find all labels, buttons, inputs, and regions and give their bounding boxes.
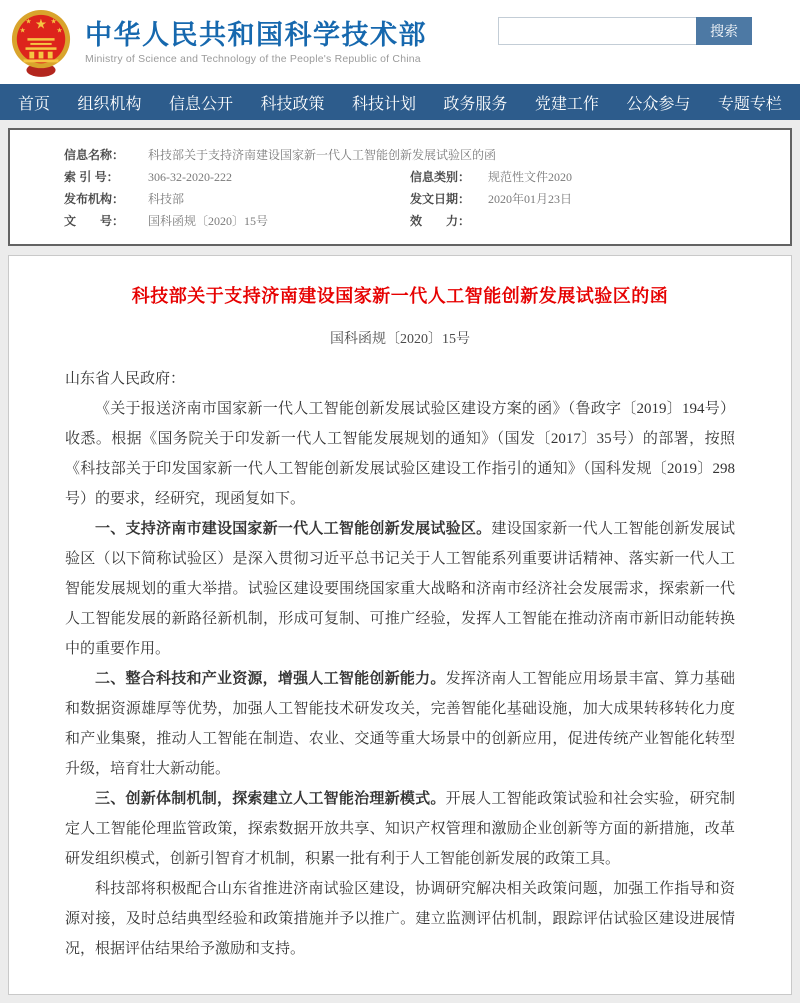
paragraph-text: 科技部将积极配合山东省推进济南试验区建设，协调研究解决相关政策问题，加强工作指导和资源对接，及时总结典型经验和政策措施并予以推广。建立监测评估机制，跟踪评估试验区建设进展情况，根据评估结果给予激励和支持。 (65, 881, 735, 957)
paragraph-salutation (65, 364, 735, 394)
meta-row-index-category (64, 166, 790, 188)
svg-text:★: ★ (19, 27, 26, 35)
meta-row-docno-validity (64, 210, 790, 232)
nav-item-special-topics[interactable]: 专题专栏 (717, 95, 782, 113)
paragraph-lead: 一、支持济南市建设国家新一代人工智能创新发展试验区。 (95, 521, 492, 537)
svg-text:★: ★ (25, 18, 32, 26)
issuing-agency-label: 发布机构： (64, 192, 125, 206)
info-category-label: 信息类别： (410, 170, 471, 184)
brand-text (85, 20, 427, 65)
site-title: 中华人民共和国科学技术部 (85, 19, 427, 50)
paragraph-text: 发挥济南人工智能应用场景丰富、算力基础和数据资源雄厚等优势，加强人工智能技术研发攻关，完善智能化基础设施，加大成果转移转化力度和产业集聚，推动人工智能在制造、农业、交通等重大场景中的创新应用，促进传统产业智能化转型升级，培育壮大新动能。 (65, 671, 735, 777)
issuing-agency-value: 科技部 (148, 192, 185, 206)
meta-row-agency-date (64, 188, 790, 210)
paragraph-item-2 (65, 664, 735, 784)
nav-item-info-disclosure[interactable]: 信息公开 (168, 95, 233, 113)
nav-item-sci-tech-policy[interactable]: 科技政策 (260, 95, 325, 113)
issue-date-value: 2020年01月23日 (488, 192, 573, 206)
svg-text:★: ★ (34, 16, 48, 32)
doc-number-label: 文 号： (64, 214, 125, 228)
search-button[interactable]: 搜索 (696, 17, 752, 45)
info-name-label: 信息名称： (64, 148, 125, 162)
site-subtitle: Ministry of Science and Technology of the People's Republic of China (85, 52, 421, 65)
paragraph-text: 建设国家新一代人工智能创新发展试验区（以下简称试验区）是深入贯彻习近平总书记关于人工智能系列重要讲话精神、落实新一代人工智能发展规划的重大举措。试验区建设要围绕国家重大战略和济南市经济社会发展需求，探索新一代人工智能发展的新路径新机制，形成可复制、可推广经验，发挥人工智能在推动济南市新旧动能转换中的重要作用。 (65, 521, 735, 657)
validity-value (488, 210, 790, 232)
nav-item-sci-tech-programs[interactable]: 科技计划 (351, 95, 416, 113)
paragraph-text: 开展人工智能政策试验和社会实验，研究制定人工智能伦理监管政策，探索数据开放共享、知识产权管理和激励企业创新等方面的新措施，改革研发组织模式，创新引智育才机制，积累一批有利于人工智能创新发展的政策工具。 (65, 791, 735, 867)
search-input[interactable] (498, 17, 696, 45)
paragraph-text: 山东省人民政府： (65, 371, 186, 387)
nav-item-gov-services[interactable]: 政务服务 (443, 95, 508, 113)
document-number: 国科函规〔2020〕15号 (330, 332, 470, 347)
svg-text:★: ★ (56, 27, 63, 35)
nav-item-public-participation[interactable]: 公众参与 (626, 95, 691, 113)
paragraph-item-3 (65, 784, 735, 874)
document-info-box (8, 128, 792, 246)
paragraph-lead: 三、创新体制机制，探索建立人工智能治理新模式。 (95, 791, 446, 807)
svg-text:★: ★ (50, 18, 57, 26)
validity-label: 效 力： (410, 214, 471, 228)
paragraph-text: 《关于报送济南市国家新一代人工智能创新发展试验区建设方案的函》（鲁政字〔2019〕194号）收悉。根据《国务院关于印发新一代人工智能发展规划的通知》（国发〔2017〕35号）的部署，按照《科技部关于印发国家新一代人工智能创新发展试验区建设工作指引的通知》（国科发规〔2019〕298号）的要求，经研究，现函复如下。 (65, 401, 735, 507)
nav-item-party-building[interactable]: 党建工作 (534, 95, 599, 113)
index-number-label: 索 引 号： (64, 170, 119, 184)
national-emblem-icon (10, 6, 72, 78)
paragraph-closing (65, 874, 735, 964)
page-content (0, 120, 800, 1003)
document-body (8, 255, 792, 995)
issue-date-label: 发文日期： (410, 192, 471, 206)
paragraph-item-1 (65, 514, 735, 664)
main-nav (0, 84, 800, 120)
info-name-value: 科技部关于支持济南建设国家新一代人工智能创新发展试验区的函 (148, 148, 497, 162)
doc-number-value: 国科函规〔2020〕15号 (148, 214, 269, 228)
nav-item-organization[interactable]: 组织机构 (77, 95, 142, 113)
document-title: 科技部关于支持济南建设国家新一代人工智能创新发展试验区的函 (131, 286, 669, 306)
info-category-value: 规范性文件2020 (488, 170, 573, 184)
paragraph-intro (65, 394, 735, 514)
paragraph-lead: 二、整合科技和产业资源，增强人工智能创新能力。 (95, 671, 446, 687)
site-header (0, 0, 800, 84)
index-number-value: 306-32-2020-222 (148, 170, 232, 184)
meta-row-name (64, 144, 790, 166)
brand (0, 6, 427, 78)
nav-item-home[interactable]: 首页 (18, 95, 51, 113)
search-bar (498, 17, 752, 45)
